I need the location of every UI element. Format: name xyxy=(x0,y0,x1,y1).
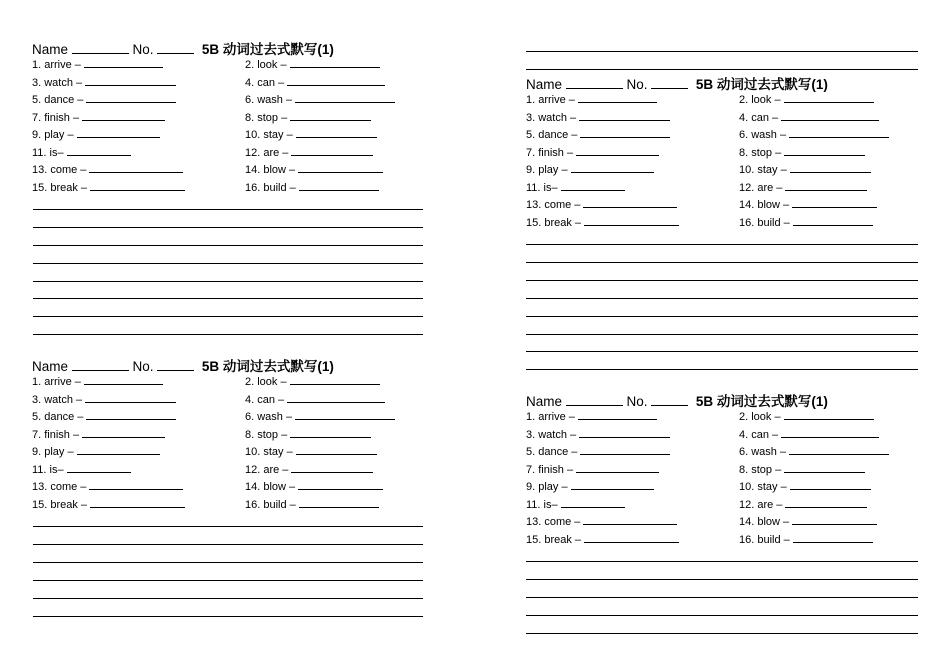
name-label: Name xyxy=(32,359,69,374)
answer-line[interactable] xyxy=(526,561,918,562)
answer-line[interactable] xyxy=(33,281,423,282)
answer-line[interactable] xyxy=(33,544,423,545)
answer-line[interactable] xyxy=(33,245,423,246)
vocab-item xyxy=(739,145,865,160)
vocab-label: 11. is– xyxy=(526,498,558,511)
answer-blank[interactable] xyxy=(299,180,379,191)
vocab-label: 9. play – xyxy=(32,129,74,141)
vocab-label: 5. dance – xyxy=(526,446,578,458)
answer-blank[interactable] xyxy=(561,497,625,508)
answer-blank[interactable] xyxy=(792,514,877,525)
vocab-label: 1. arrive – xyxy=(526,94,575,106)
vocab-label: 12. are – xyxy=(739,498,783,511)
vocab-item xyxy=(739,162,871,177)
vocab-item xyxy=(526,479,654,494)
answer-line[interactable] xyxy=(526,298,918,299)
number-blank[interactable] xyxy=(157,360,194,371)
answer-blank[interactable] xyxy=(290,110,371,121)
worksheet-title: 5B 动词过去式默写(1) xyxy=(695,77,828,92)
vocab-label: 2. look – xyxy=(739,411,781,423)
answer-blank[interactable] xyxy=(84,57,163,68)
vocab-item xyxy=(32,75,176,90)
answer-line[interactable] xyxy=(526,316,918,317)
vocab-item xyxy=(245,145,373,160)
vocab-item xyxy=(245,162,383,177)
vocab-item xyxy=(245,392,385,407)
vocab-item xyxy=(245,127,377,142)
vocab-item xyxy=(245,497,379,512)
vocab-label: 16. build – xyxy=(245,498,296,511)
answer-blank[interactable] xyxy=(84,374,163,385)
number-label: No. xyxy=(626,394,648,409)
answer-blank[interactable] xyxy=(298,162,383,173)
vocab-item xyxy=(32,180,185,195)
vocab-label: 10. stay – xyxy=(739,164,787,176)
answer-line[interactable] xyxy=(33,298,423,299)
answer-blank[interactable] xyxy=(580,444,670,455)
answer-blank[interactable] xyxy=(578,92,657,103)
answer-blank[interactable] xyxy=(785,497,867,508)
vocab-item xyxy=(526,197,677,212)
vocab-item xyxy=(526,162,654,177)
vocab-item xyxy=(245,479,383,494)
worksheet-title: 5B 动词过去式默写(1) xyxy=(201,359,334,374)
vocab-label: 2. look – xyxy=(739,94,781,106)
number-blank[interactable] xyxy=(651,78,688,89)
vocab-label: 15. break – xyxy=(526,216,582,229)
vocab-item xyxy=(526,427,670,442)
vocab-item xyxy=(245,409,395,424)
vocab-label: 12. are – xyxy=(739,181,783,194)
answer-line[interactable] xyxy=(33,316,423,317)
answer-blank[interactable] xyxy=(790,162,871,173)
vocab-item xyxy=(739,180,867,195)
answer-line[interactable] xyxy=(33,227,423,228)
answer-line[interactable] xyxy=(526,51,918,52)
vocab-item xyxy=(526,127,670,142)
vocab-item xyxy=(739,92,874,107)
answer-blank[interactable] xyxy=(789,127,889,138)
vocab-item xyxy=(526,532,679,547)
answer-blank[interactable] xyxy=(89,479,183,490)
vocab-label: 6. wash – xyxy=(245,411,293,423)
vocab-item xyxy=(526,444,670,459)
answer-line[interactable] xyxy=(526,280,918,281)
vocab-label: 15. break – xyxy=(32,498,88,511)
answer-blank[interactable] xyxy=(290,57,380,68)
vocab-item xyxy=(32,92,176,107)
vocab-item xyxy=(245,427,371,442)
vocab-label: 11. is– xyxy=(32,146,64,159)
vocab-item xyxy=(245,110,371,125)
vocab-label: 14. blow – xyxy=(739,516,790,528)
answer-blank[interactable] xyxy=(86,409,176,420)
vocab-label: 9. play – xyxy=(32,446,74,458)
vocab-label: 13. come – xyxy=(526,516,581,528)
answer-blank[interactable] xyxy=(578,409,657,420)
number-blank[interactable] xyxy=(651,395,688,406)
vocab-item xyxy=(32,374,163,389)
vocab-item xyxy=(32,57,163,72)
vocab-label: 4. can – xyxy=(245,76,285,89)
vocab-label: 8. stop – xyxy=(245,428,288,441)
answer-blank[interactable] xyxy=(295,92,395,103)
vocab-label: 3. watch – xyxy=(32,393,83,406)
vocab-item xyxy=(526,462,659,477)
answer-blank[interactable] xyxy=(77,444,160,455)
answer-blank[interactable] xyxy=(784,92,874,103)
vocab-item xyxy=(739,514,877,529)
answer-blank[interactable] xyxy=(287,392,385,403)
vocab-label: 7. finish – xyxy=(32,111,80,124)
answer-blank[interactable] xyxy=(67,145,131,156)
vocab-item xyxy=(245,374,380,389)
vocab-item xyxy=(526,92,657,107)
answer-blank[interactable] xyxy=(90,180,185,191)
answer-line[interactable] xyxy=(526,597,918,598)
vocab-label: 16. build – xyxy=(245,181,296,194)
vocab-label: 6. wash – xyxy=(739,129,787,141)
vocab-label: 16. build – xyxy=(739,216,790,229)
answer-blank[interactable] xyxy=(792,197,877,208)
number-label: No. xyxy=(132,359,154,374)
vocab-item xyxy=(739,127,889,142)
name-blank[interactable] xyxy=(72,360,129,371)
vocab-label: 13. come – xyxy=(32,481,87,493)
vocab-label: 10. stay – xyxy=(245,129,293,141)
answer-blank[interactable] xyxy=(571,162,654,173)
vocab-label: 1. arrive – xyxy=(32,376,81,388)
vocab-label: 5. dance – xyxy=(526,129,578,141)
vocab-label: 7. finish – xyxy=(32,428,80,441)
answer-blank[interactable] xyxy=(82,427,165,438)
answer-blank[interactable] xyxy=(67,462,131,473)
vocab-label: 10. stay – xyxy=(739,481,787,493)
vocab-label: 4. can – xyxy=(739,428,779,441)
vocab-label: 9. play – xyxy=(526,164,568,176)
worksheet-title: 5B 动词过去式默写(1) xyxy=(201,42,334,57)
vocab-item xyxy=(245,57,380,72)
vocab-label: 2. look – xyxy=(245,376,287,388)
vocab-label: 8. stop – xyxy=(245,111,288,124)
answer-blank[interactable] xyxy=(579,110,670,121)
answer-blank[interactable] xyxy=(584,532,679,543)
vocab-label: 2. look – xyxy=(245,59,287,71)
vocab-item xyxy=(32,127,160,142)
answer-blank[interactable] xyxy=(784,462,865,473)
number-blank[interactable] xyxy=(157,43,194,54)
vocab-label: 11. is– xyxy=(526,181,558,194)
vocab-item xyxy=(32,479,183,494)
name-blank[interactable] xyxy=(566,395,623,406)
vocab-item xyxy=(32,462,131,477)
vocab-item xyxy=(245,444,377,459)
vocab-item xyxy=(526,215,679,230)
name-blank[interactable] xyxy=(566,78,623,89)
vocab-item xyxy=(32,392,176,407)
vocab-item xyxy=(32,427,165,442)
worksheet-title: 5B 动词过去式默写(1) xyxy=(695,394,828,409)
answer-line[interactable] xyxy=(526,633,918,634)
answer-line[interactable] xyxy=(33,562,423,563)
answer-line[interactable] xyxy=(526,69,918,70)
answer-blank[interactable] xyxy=(781,427,879,438)
answer-blank[interactable] xyxy=(785,180,867,191)
vocab-item xyxy=(739,197,877,212)
answer-line[interactable] xyxy=(526,262,918,263)
vocab-label: 10. stay – xyxy=(245,446,293,458)
answer-blank[interactable] xyxy=(290,427,371,438)
vocab-label: 12. are – xyxy=(245,463,289,476)
answer-blank[interactable] xyxy=(82,110,165,121)
vocab-item xyxy=(526,497,625,512)
answer-blank[interactable] xyxy=(583,514,677,525)
answer-line[interactable] xyxy=(526,334,918,335)
answer-blank[interactable] xyxy=(793,215,873,226)
answer-blank[interactable] xyxy=(561,180,625,191)
vocab-label: 12. are – xyxy=(245,146,289,159)
vocab-label: 14. blow – xyxy=(245,481,296,493)
answer-blank[interactable] xyxy=(298,479,383,490)
answer-blank[interactable] xyxy=(86,92,176,103)
vocab-item xyxy=(32,162,183,177)
answer-blank[interactable] xyxy=(584,215,679,226)
vocab-label: 6. wash – xyxy=(739,446,787,458)
answer-blank[interactable] xyxy=(296,127,377,138)
vocab-item xyxy=(739,444,889,459)
answer-blank[interactable] xyxy=(784,409,874,420)
vocab-item xyxy=(739,532,873,547)
answer-blank[interactable] xyxy=(296,444,377,455)
answer-blank[interactable] xyxy=(290,374,380,385)
vocab-item xyxy=(32,444,160,459)
name-label: Name xyxy=(526,394,563,409)
number-label: No. xyxy=(626,77,648,92)
answer-line[interactable] xyxy=(33,580,423,581)
vocab-label: 6. wash – xyxy=(245,94,293,106)
answer-line[interactable] xyxy=(33,209,423,210)
vocab-item xyxy=(526,409,657,424)
vocab-label: 5. dance – xyxy=(32,411,84,423)
answer-line[interactable] xyxy=(526,244,918,245)
vocab-item xyxy=(526,145,659,160)
answer-blank[interactable] xyxy=(291,145,373,156)
answer-blank[interactable] xyxy=(295,409,395,420)
answer-blank[interactable] xyxy=(583,197,677,208)
answer-blank[interactable] xyxy=(576,145,659,156)
vocab-label: 8. stop – xyxy=(739,146,782,159)
vocab-label: 8. stop – xyxy=(739,463,782,476)
vocab-label: 7. finish – xyxy=(526,463,574,476)
vocab-label: 14. blow – xyxy=(739,199,790,211)
answer-line[interactable] xyxy=(33,526,423,527)
vocab-label: 1. arrive – xyxy=(32,59,81,71)
answer-blank[interactable] xyxy=(571,479,654,490)
vocab-item xyxy=(526,514,677,529)
answer-line[interactable] xyxy=(526,615,918,616)
answer-blank[interactable] xyxy=(579,427,670,438)
answer-blank[interactable] xyxy=(89,162,183,173)
answer-line[interactable] xyxy=(33,616,423,617)
vocab-item xyxy=(32,409,176,424)
vocab-label: 15. break – xyxy=(32,181,88,194)
vocab-label: 7. finish – xyxy=(526,146,574,159)
answer-blank[interactable] xyxy=(576,462,659,473)
vocab-label: 13. come – xyxy=(526,199,581,211)
answer-blank[interactable] xyxy=(85,75,176,86)
answer-blank[interactable] xyxy=(85,392,176,403)
answer-blank[interactable] xyxy=(291,462,373,473)
vocab-label: 16. build – xyxy=(739,533,790,546)
answer-blank[interactable] xyxy=(287,75,385,86)
worksheet-header xyxy=(526,73,828,93)
vocab-label: 11. is– xyxy=(32,463,64,476)
worksheet-header xyxy=(32,355,334,375)
vocab-item xyxy=(32,145,131,160)
vocab-item xyxy=(32,497,185,512)
vocab-label: 13. come – xyxy=(32,164,87,176)
answer-line[interactable] xyxy=(33,334,423,335)
answer-blank[interactable] xyxy=(789,444,889,455)
vocab-label: 1. arrive – xyxy=(526,411,575,423)
vocab-label: 3. watch – xyxy=(32,76,83,89)
vocab-item xyxy=(526,110,670,125)
answer-blank[interactable] xyxy=(77,127,160,138)
answer-blank[interactable] xyxy=(781,110,879,121)
name-label: Name xyxy=(526,77,563,92)
vocab-label: 9. play – xyxy=(526,481,568,493)
vocab-label: 3. watch – xyxy=(526,428,577,441)
name-blank[interactable] xyxy=(72,43,129,54)
vocab-item xyxy=(739,409,874,424)
vocab-item xyxy=(245,462,373,477)
vocab-label: 3. watch – xyxy=(526,111,577,124)
answer-line[interactable] xyxy=(33,598,423,599)
vocab-item xyxy=(32,110,165,125)
answer-blank[interactable] xyxy=(793,532,873,543)
vocab-label: 5. dance – xyxy=(32,94,84,106)
vocab-item xyxy=(739,110,879,125)
number-label: No. xyxy=(132,42,154,57)
vocab-item xyxy=(739,427,879,442)
vocab-item xyxy=(739,462,865,477)
vocab-item xyxy=(739,215,873,230)
answer-blank[interactable] xyxy=(784,145,865,156)
answer-blank[interactable] xyxy=(299,497,379,508)
answer-line[interactable] xyxy=(526,351,918,352)
vocab-item xyxy=(739,497,867,512)
vocab-item xyxy=(245,180,379,195)
answer-blank[interactable] xyxy=(90,497,185,508)
vocab-label: 14. blow – xyxy=(245,164,296,176)
answer-blank[interactable] xyxy=(580,127,670,138)
worksheet-header xyxy=(526,390,828,410)
answer-line[interactable] xyxy=(526,369,918,370)
vocab-item xyxy=(526,180,625,195)
vocab-label: 4. can – xyxy=(245,393,285,406)
answer-blank[interactable] xyxy=(790,479,871,490)
answer-line[interactable] xyxy=(526,579,918,580)
vocab-item xyxy=(245,75,385,90)
vocab-label: 15. break – xyxy=(526,533,582,546)
name-label: Name xyxy=(32,42,69,57)
vocab-label: 4. can – xyxy=(739,111,779,124)
vocab-item xyxy=(245,92,395,107)
worksheet-header xyxy=(32,38,334,58)
answer-line[interactable] xyxy=(33,263,423,264)
vocab-item xyxy=(739,479,871,494)
